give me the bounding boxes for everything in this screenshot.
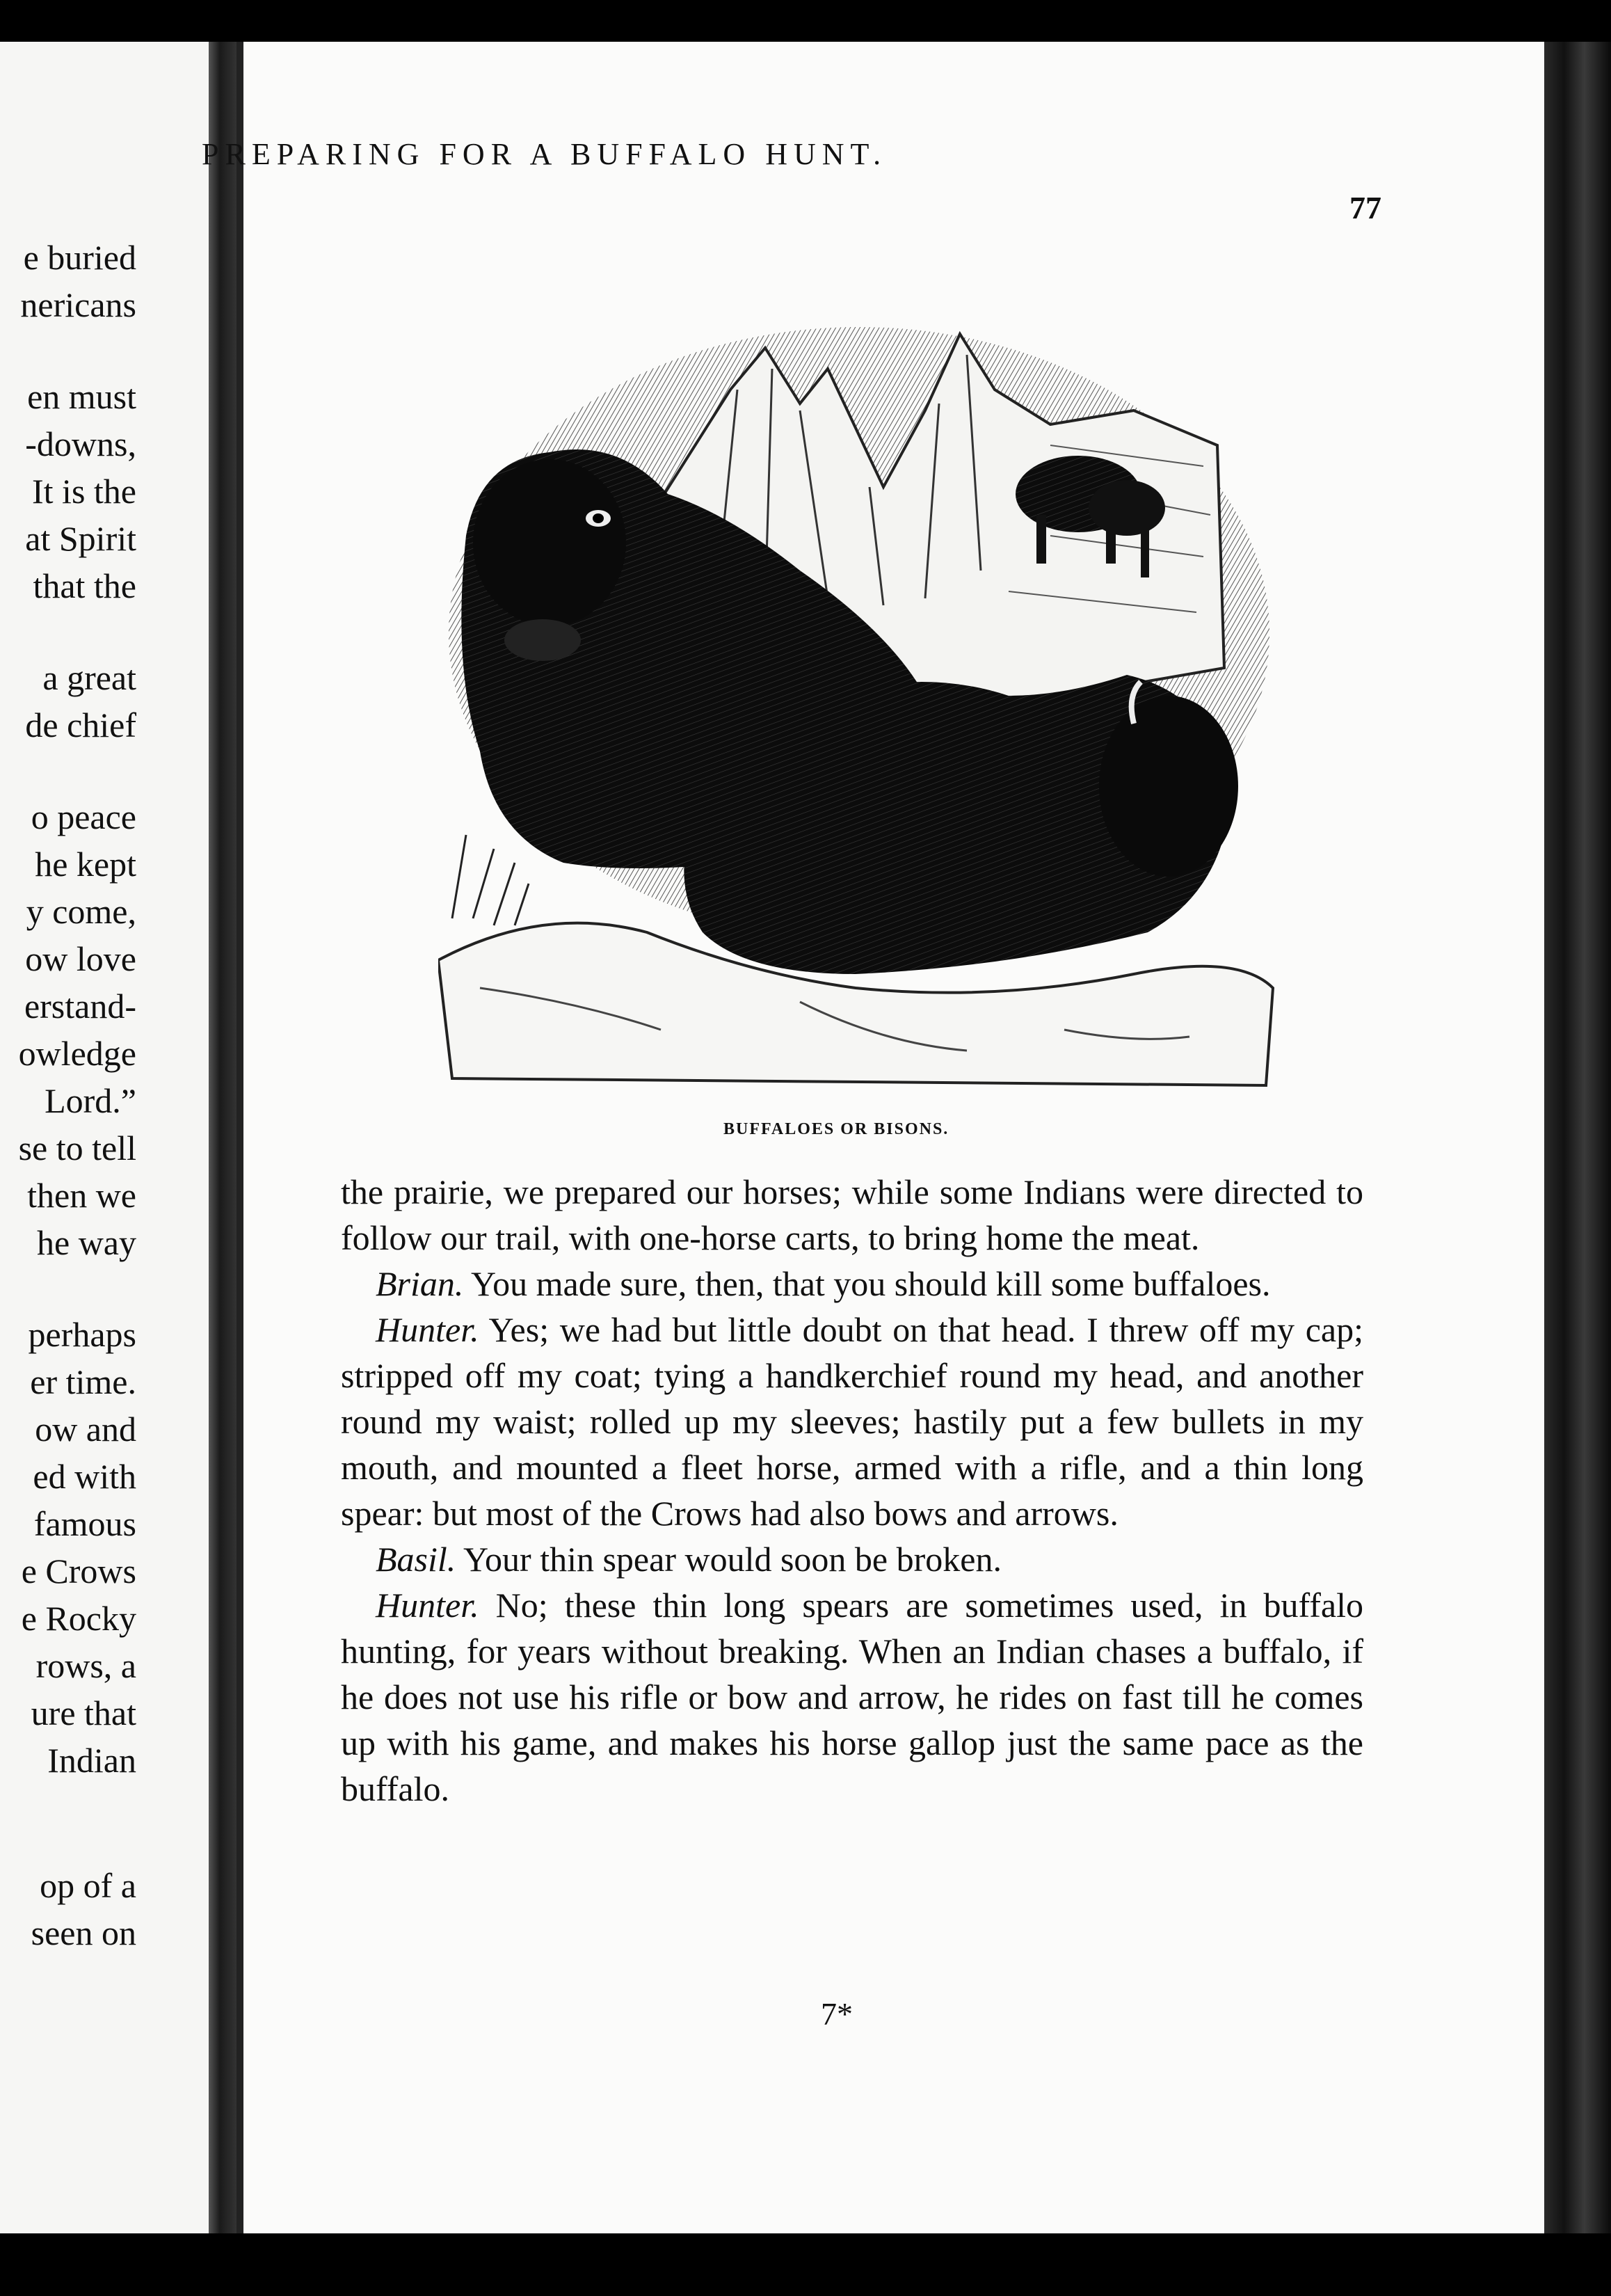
left-page-line: e Crows [21,1552,136,1591]
grass [452,835,529,925]
left-page-line: de chief [25,705,136,744]
left-page-line: er time. [30,1362,136,1401]
paragraph-hunter-2 [341,1582,1363,1812]
body-text [341,1169,1363,1812]
speaker-name: Hunter. [376,1586,479,1625]
left-page-line: ow and [35,1410,136,1449]
left-page-line: se to tell [18,1129,136,1167]
speaker-name: Hunter. [376,1310,479,1349]
left-page-line: erstand- [24,987,136,1026]
left-page-line: o peace [31,797,136,836]
signature-mark: 7* [821,1996,853,2032]
left-page-line: a great [42,658,136,697]
paragraph-basil [341,1536,1363,1582]
left-page-line: ed with [33,1457,136,1496]
left-page-line: Indian [47,1741,136,1780]
paragraph-hunter-1 [341,1307,1363,1536]
speaker-name: Basil. [376,1540,456,1579]
left-page-line: ure that [31,1693,136,1732]
left-page-line: -downs, [25,424,136,463]
left-page-line: Lord.” [45,1081,136,1120]
speech-text: You made sure, then, that you should kill some buffaloes. [463,1264,1271,1303]
running-head: PREPARING FOR A BUFFALO HUNT. [202,137,888,171]
paragraph-brian [341,1261,1363,1307]
left-page-line: he kept [35,845,136,884]
speech-text: No; these thin long spears are sometimes used, in buffalo hunting, for years without breaking. When an Indian chases a buffalo, if he does not use his rifle or bow and arrow, he rides on fast till he comes up with his game, and makes his horse gallop just the same pace as the buffalo. [341,1586,1363,1808]
left-page-line: y come, [26,892,136,931]
paragraph-1: the prairie, we prepared our horses; while some Indians were directed to follow our trail, with one-horse carts, to bring home the meat. [341,1172,1363,1257]
left-page-line: It is the [32,472,136,511]
speech-text: Yes; we had but little doubt on that head. I threw off my cap; stripped off my coat; tying a handkerchief round my head, and another round my waist; rolled up my sleeves; hastily put a few bullets in my mouth, and mounted a fleet horse, armed with a rifle, and a thin long spear: but most of the Crows had also bows and arrows. [341,1310,1363,1533]
left-page-line: that the [33,566,136,605]
left-page-line: op of a [40,1866,136,1905]
book-gutter [209,42,237,2233]
speech-text: Your thin spear would soon be broken. [456,1540,1002,1579]
buffalo-engraving [438,306,1280,1092]
left-page-line: rows, a [35,1646,136,1685]
page-edge [1544,42,1611,2233]
left-page-line: en must [27,377,136,416]
figure-caption: BUFFALOES OR BISONS. [723,1120,949,1138]
left-page-line: owledge [18,1034,136,1073]
left-page-line: famous [33,1504,136,1543]
left-page-line: ow love [25,939,136,978]
left-page-line: nericans [20,285,136,324]
speaker-name: Brian. [376,1264,464,1303]
left-page-line: perhaps [28,1315,136,1354]
left-page-line: seen on [31,1913,136,1952]
left-page-line: e buried [23,238,136,277]
left-page-line: then we [27,1176,136,1215]
left-page-line: he way [37,1223,136,1262]
page-number: 77 [1349,190,1381,225]
left-page-line: e Rocky [21,1599,136,1638]
left-page-line: at Spirit [25,519,136,558]
